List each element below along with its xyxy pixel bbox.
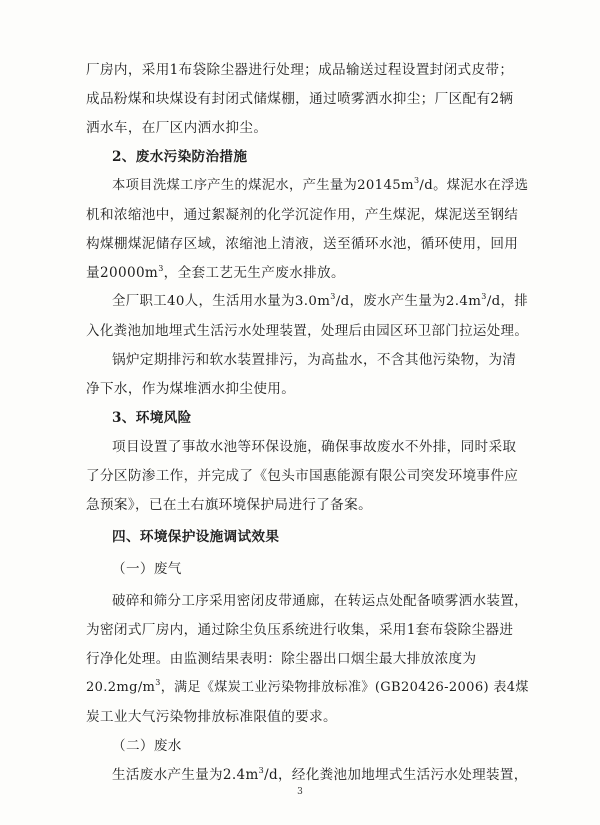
subsection-heading: （二）废水: [112, 738, 182, 754]
text-line: 全厂职工40人，生活用水量为$3.0m^3/d$，废水产生量为$2.4m^3/d$，排: [112, 292, 529, 309]
text-line: 量$20000m^3$，全套工艺无生产废水排放。: [86, 264, 345, 281]
text-line: 入化粪池加地埋式生活污水处理装置，处理后由园区环卫部门拉运处理。: [86, 323, 529, 339]
page-number: 3: [297, 787, 303, 797]
text-line: 炭工业大气污染物排放标准限值的要求。: [86, 709, 337, 725]
chapter-heading: 四、环境保护设施调试效果: [112, 529, 280, 545]
text-line: 了分区防渗工作，并完成了《包头市国惠能源有限公司突发环境事件应: [86, 468, 519, 484]
text-line: 净下水，作为煤堆洒水抑尘使用。: [86, 381, 296, 397]
text-line: 机和浓缩池中，通过絮凝剂的化学沉淀作用，产生煤泥，煤泥送至钢结: [86, 207, 519, 223]
text-line: 成品粉煤和块煤设有封闭式储煤棚，通过喷雾洒水抑尘；厂区配有2辆: [86, 91, 514, 107]
text-line: 急预案》，已在土右旗环境保护局进行了备案。: [86, 497, 373, 513]
text-line: 锅炉定期排污和软水装置排污，为高盐水，不含其他污染物，为清: [112, 352, 517, 368]
text-line: 行净化处理。由监测结果表明：除尘器出口烟尘最大排放浓度为: [86, 651, 477, 667]
text-line: $20.2mg/m^3$，满足《煤炭工业污染物排放标准》(GB20426-2006) 表4煤: [86, 678, 529, 695]
text-line: 构煤棚煤泥储存区域，浓缩池上清液，送至循环水池，循环使用，回用: [86, 236, 519, 252]
text-line: 破碎和筛分工序采用密闭皮带通廊，在转运点处配备喷雾洒水装置，: [112, 593, 528, 609]
section-heading: 3、环境风险: [112, 410, 192, 426]
text-line: 厂房内，采用1布袋除尘器进行处理；成品输送过程设置封闭式皮带；: [86, 62, 514, 78]
text-line: 项目设置了事故水池等环保设施，确保事故废水不外排，同时采取: [112, 439, 517, 455]
text-line: 为密闭式厂房内，通过除尘负压系统进行收集，采用1套布袋除尘器进: [86, 622, 514, 638]
subsection-heading: （一）废气: [112, 561, 182, 577]
section-heading: 2、废水污染防治措施: [112, 149, 248, 165]
text-line: 本项目洗煤工序产生的煤泥水，产生量为$20145m^3/d$。煤泥水在浮选: [112, 176, 529, 193]
text-line: 生活废水产生量为$2.4m^3/d$，经化粪池加地埋式生活污水处理装置，: [112, 766, 528, 783]
text-line: 洒水车，在厂区内洒水抑尘。: [86, 120, 268, 136]
